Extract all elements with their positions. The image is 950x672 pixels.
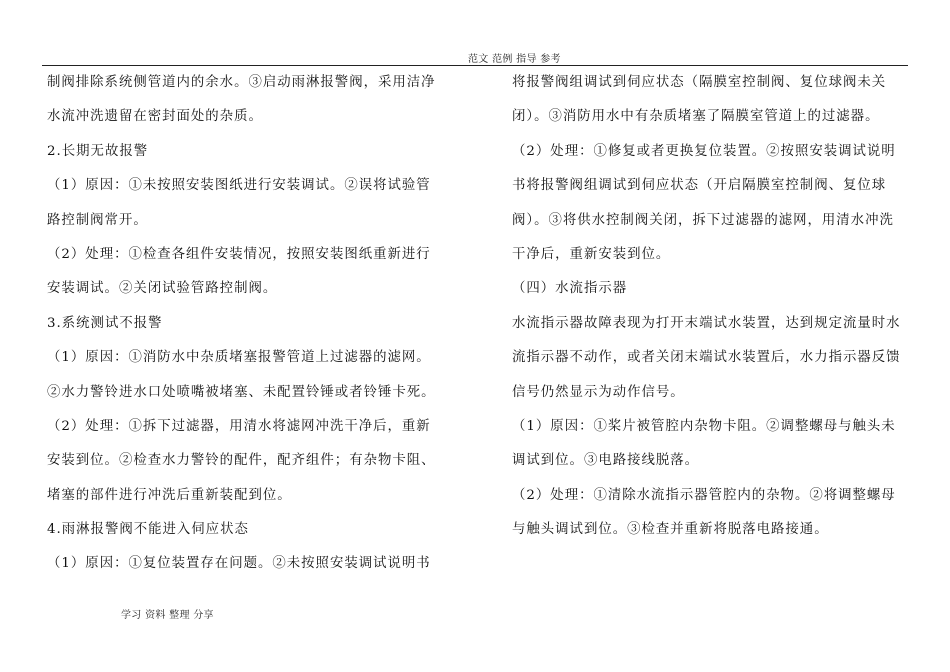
text-line: 闭）。③消防用水中有杂质堵塞了隔膜室管道上的过滤器。 <box>512 109 880 125</box>
text-line: 路控制阀常开。 <box>47 212 148 228</box>
text-line: （1）原因：①桨片被管腔内杂物卡阻。②调整螺母与触头未 <box>512 418 896 434</box>
text-line: 阀）。③将供水控制阀关闭，拆下过滤器的滤网，用清水冲洗 <box>512 212 894 228</box>
text-line: 水流指示器故障表现为打开末端试水装置，达到规定流量时水 <box>512 315 901 331</box>
text-line: （2）处理：①检查各组件安装情况，按照安装图纸重新进行 <box>47 246 431 262</box>
text-line: ②水力警铃进水口处喷嘴被堵塞、未配置铃锤或者铃锤卡死。 <box>47 384 436 400</box>
text-line: 将报警阀组调试到伺应状态（隔膜室控制阀、复位球阀未关 <box>512 75 887 90</box>
text-line: （2）处理：①拆下过滤器，用清水将滤网冲洗干净后，重新 <box>47 418 431 434</box>
text-line: 安装到位。②检查水力警铃的配件，配齐组件；有杂物卡阻、 <box>47 453 436 469</box>
text-line: 安装调试。②关闭试验管路控制阀。 <box>47 281 278 297</box>
text-line: 流指示器不动作，或者关闭末端试水装置后，水力指示器反馈 <box>512 350 901 366</box>
section-heading: （四）水流指示器 <box>512 281 628 297</box>
text-line: 制阀排除系统侧管道内的余水。③启动雨淋报警阀，采用洁净 <box>47 75 436 90</box>
section-heading: 4.雨淋报警阀不能进入伺应状态 <box>47 522 249 538</box>
text-line: 书将报警阀组调试到伺应状态（开启隔膜室控制阀、复位球 <box>512 178 887 194</box>
text-line: （1）原因：①复位装置存在问题。②未按照安装调试说明书 <box>47 556 431 572</box>
header-text: 范文 范例 指导 参考 <box>468 54 561 65</box>
page-footer: 学习 资料 整理 分享 <box>121 610 214 621</box>
text-line: （2）处理：①修复或者更换复位装置。②按照安装调试说明 <box>512 143 896 159</box>
text-line: 水流冲洗遗留在密封面处的杂质。 <box>47 109 263 125</box>
text-line: 信号仍然显示为动作信号。 <box>512 384 685 400</box>
text-line: （1）原因：①未按照安装图纸进行安装调试。②误将试验管 <box>47 178 431 194</box>
right-column <box>512 66 912 547</box>
text-line: （1）原因：①消防水中杂质堵塞报警管道上过滤器的滤网。 <box>47 350 431 366</box>
section-heading: 3.系统测试不报警 <box>47 315 163 331</box>
text-line: 干净后，重新安装到位。 <box>512 246 671 262</box>
text-line: （2）处理：①清除水流指示器管腔内的杂物。②将调整螺母 <box>512 487 896 503</box>
page-header <box>0 44 950 64</box>
text-line: 堵塞的部件进行冲洗后重新装配到位。 <box>47 487 292 503</box>
left-column <box>47 66 452 582</box>
section-heading: 2.长期无故报警 <box>47 143 149 159</box>
text-line: 调试到位。③电路接线脱落。 <box>512 453 700 469</box>
text-line: 与触头调试到位。③检查并重新将脱落电路接通。 <box>512 522 829 538</box>
